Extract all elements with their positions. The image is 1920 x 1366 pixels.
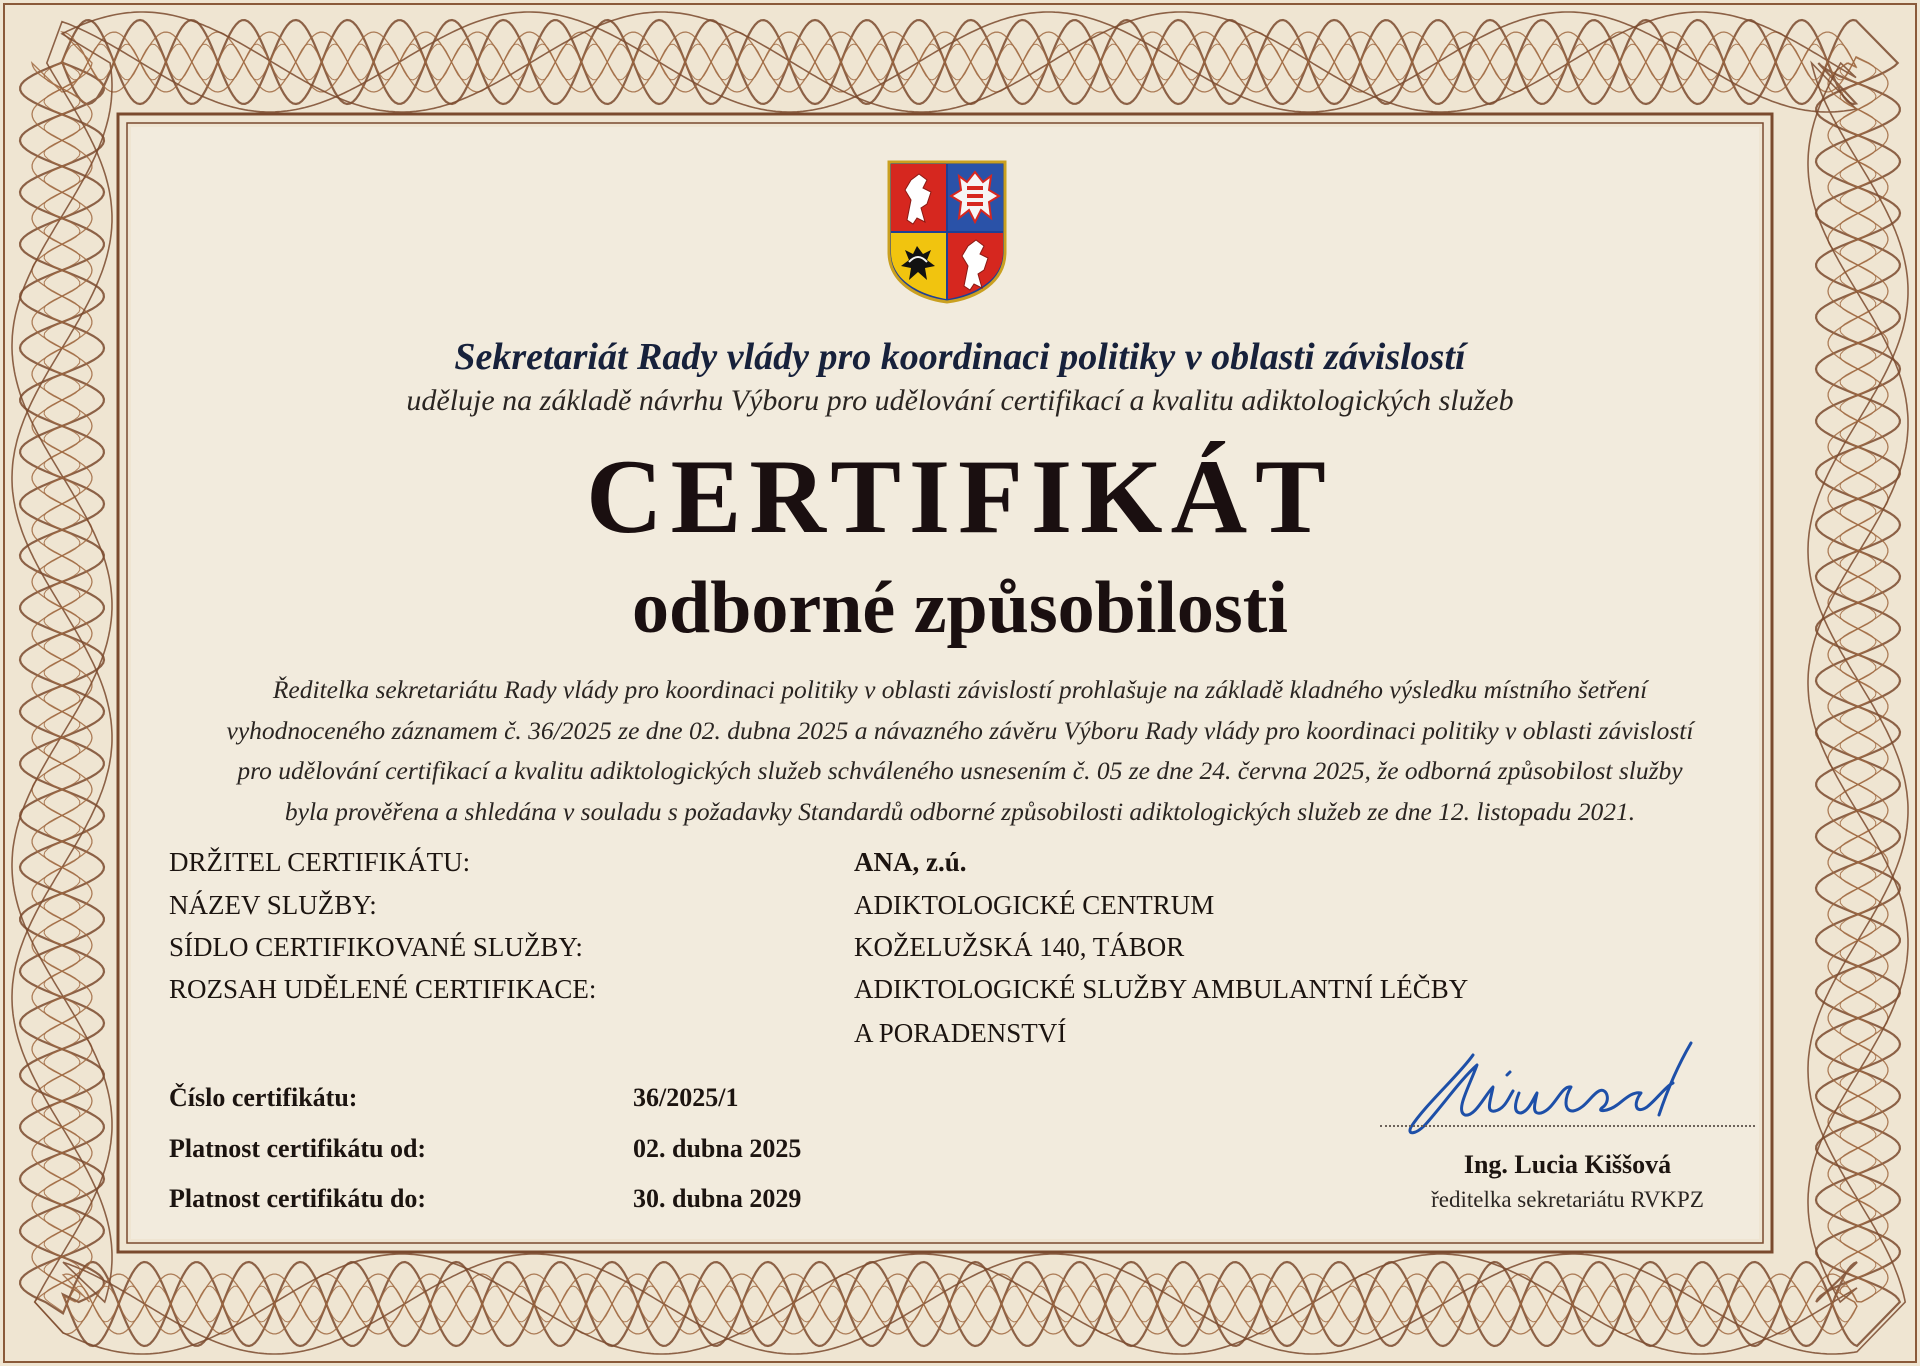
signer-name: Ing. Lucia Kiššová: [1463, 1150, 1672, 1179]
declaration-line: Ředitelka sekretariátu Rady vlády pro koordinaci politiky v oblasti závislostí prohlašuje na základě kladného výsledku místního šetření: [272, 675, 1648, 704]
certificate-number-label: Číslo certifikátu:: [169, 1083, 358, 1112]
declaration-line: pro udělování certifikací a kvalitu adiktologických služeb schváleného usnesením č. 05 ze dne 24. června 2025, že odborná způsobilost služby: [237, 756, 1683, 785]
valid-to-value: 30. dubna 2029: [633, 1184, 802, 1213]
holder-value: ANA, z.ú.: [854, 847, 967, 877]
certificate-number-value: 36/2025/1: [633, 1083, 739, 1112]
service-address-value: KOŽELUŽSKÁ 140, TÁBOR: [854, 932, 1185, 962]
issuer-subtitle: uděluje na základě návrhu Výboru pro udělování certifikací a kvalitu adiktologických služeb: [406, 384, 1514, 417]
declaration-line: vyhodnoceného záznamem č. 36/2025 ze dne 02. dubna 2025 a návazného závěru Výboru Rady vlády pro koordinaci politiky v oblasti závislostí: [226, 715, 1694, 745]
signature-line: [1380, 1125, 1755, 1127]
certification-scope-value: ADIKTOLOGICKÉ SLUŽBY AMBULANTNÍ LÉČBY: [854, 974, 1469, 1004]
certificate-title: CERTIFIKÁT: [586, 438, 1334, 555]
holder-label: DRŽITEL CERTIFIKÁTU:: [169, 847, 471, 877]
valid-from-value: 02. dubna 2025: [633, 1134, 802, 1163]
declaration-text: [160, 670, 1760, 832]
declaration-line: byla prověřena a shledána v souladu s požadavky Standardů odborné způsobilosti adiktologických služeb ze dne 12. listopadu 2021.: [284, 796, 1636, 826]
valid-from-label: Platnost certifikátu od:: [169, 1134, 427, 1163]
certification-scope-label: ROZSAH UDĚLENÉ CERTIFIKACE:: [169, 974, 597, 1004]
service-name-label: NÁZEV SLUŽBY:: [169, 890, 377, 920]
valid-to-label: Platnost certifikátu do:: [169, 1184, 427, 1213]
czech-state-emblem-icon: [887, 160, 1007, 304]
handwritten-signature: [1395, 1035, 1735, 1145]
service-name-value: ADIKTOLOGICKÉ CENTRUM: [854, 890, 1215, 920]
issuer-name: Sekretariát Rady vlády pro koordinaci politiky v oblasti závislostí: [454, 336, 1466, 378]
signer-role: ředitelka sekretariátu RVKPZ: [1431, 1187, 1704, 1212]
certification-scope-value-line2: A PORADENSTVÍ: [854, 1018, 1067, 1048]
certificate-subtitle: odborné způsobilosti: [632, 567, 1288, 649]
service-address-label: SÍDLO CERTIFIKOVANÉ SLUŽBY:: [169, 932, 583, 962]
